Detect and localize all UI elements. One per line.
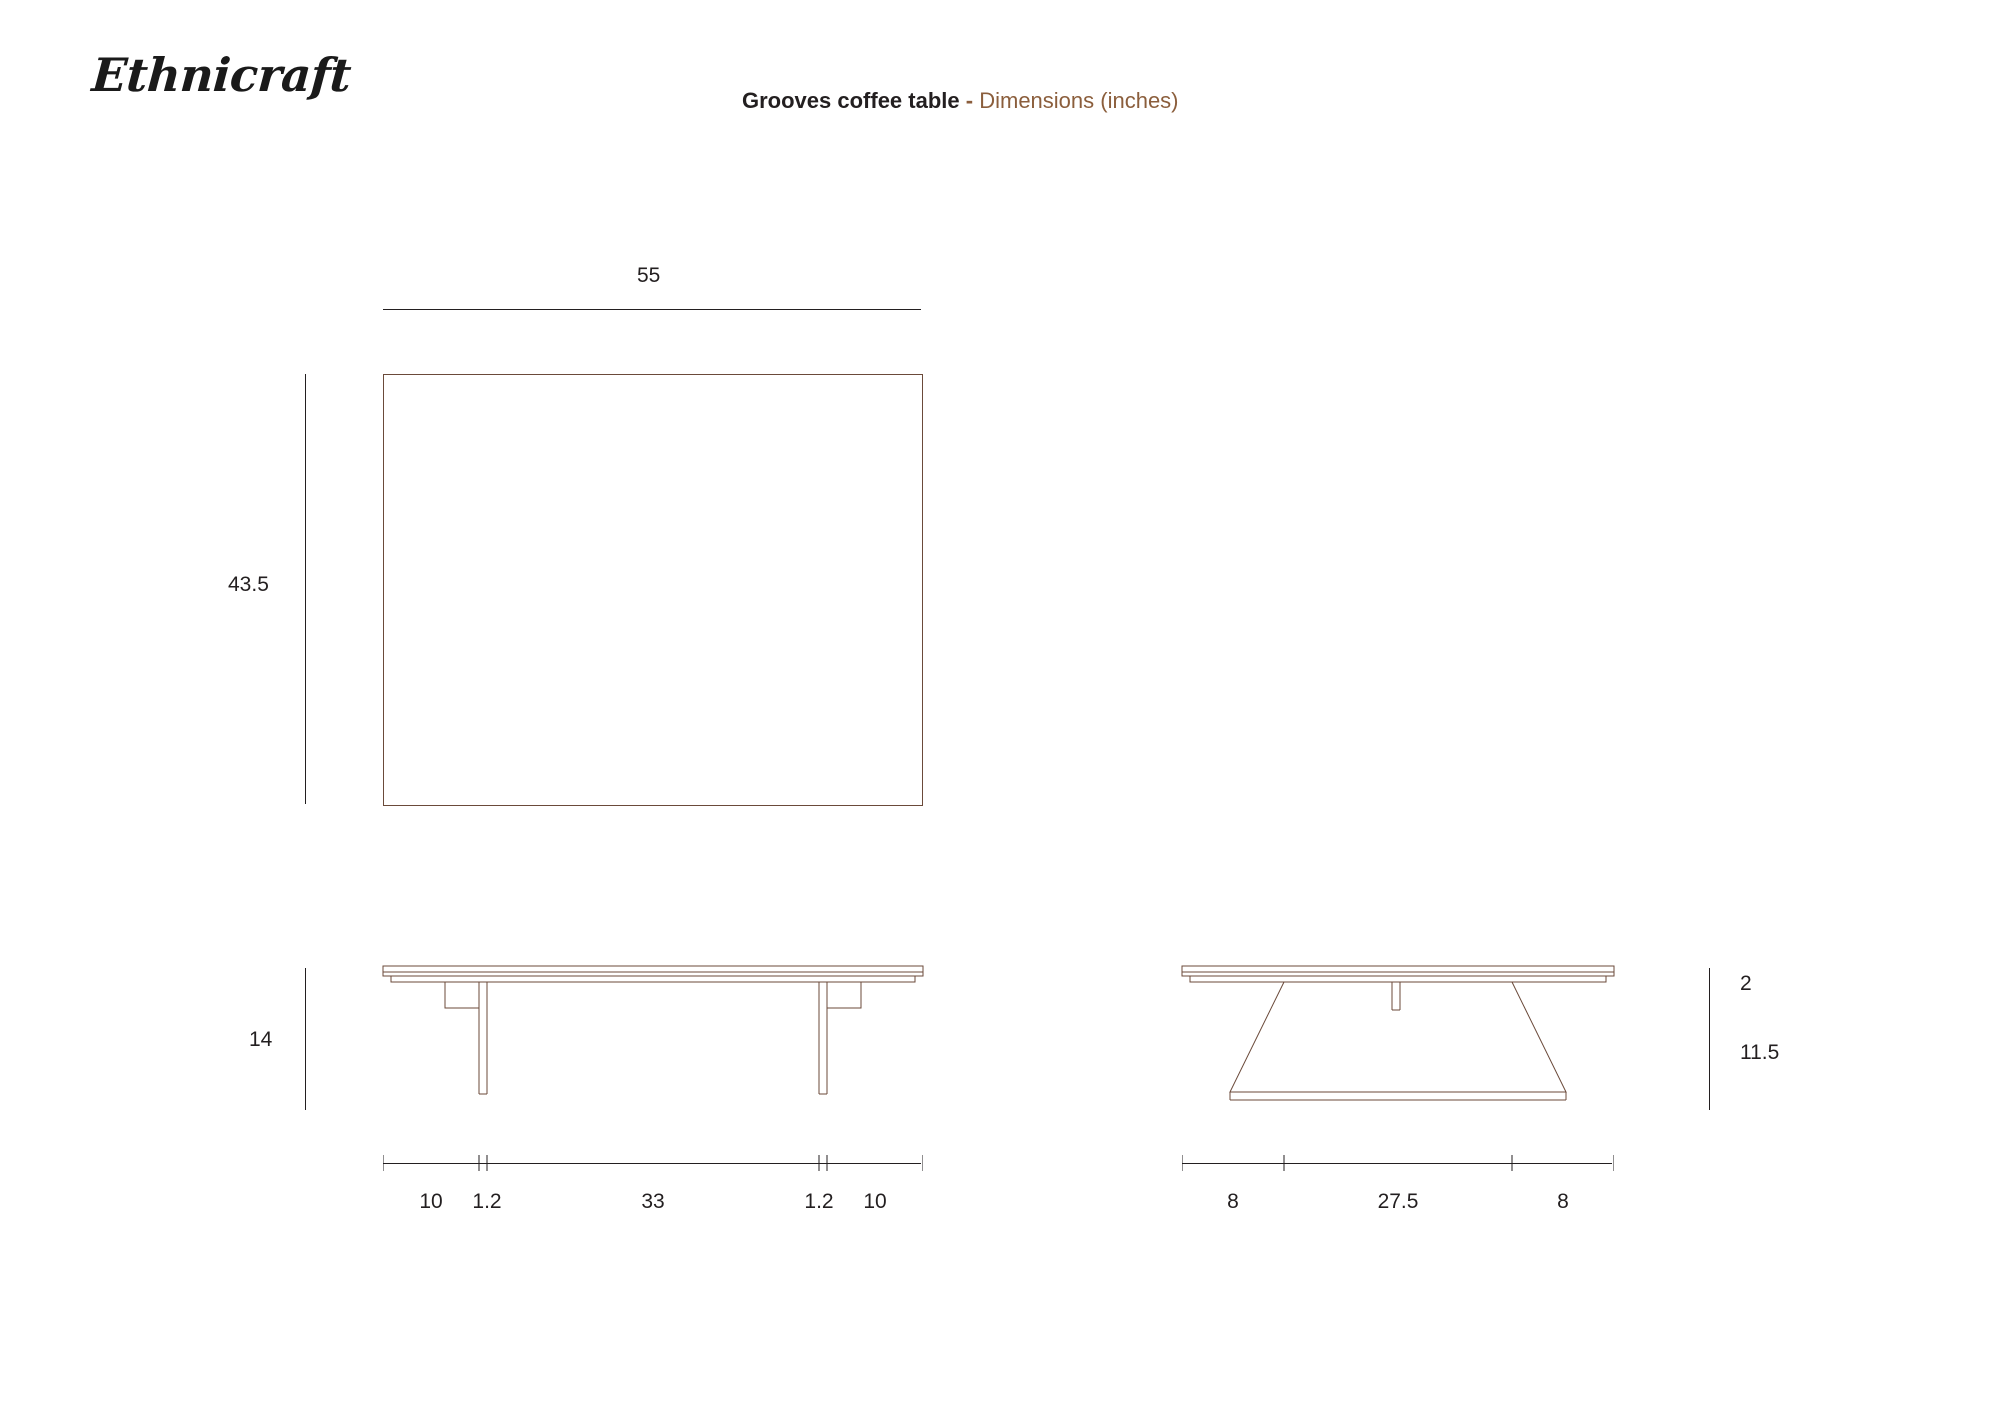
title-product: Grooves coffee table: [742, 88, 960, 113]
front-dim-label-3: 1.2: [804, 1190, 834, 1213]
top-depth-label: 43.5: [228, 573, 269, 596]
title-separator: -: [965, 88, 974, 113]
front-elevation-drawing: [383, 966, 923, 1116]
top-view-tabletop: [383, 374, 923, 806]
sheet-title: [742, 88, 1179, 114]
side-base-height-label: 11.5: [1740, 1041, 1780, 1064]
side-top-thickness-dimension-line: [1709, 968, 1710, 998]
side-dim-label-0: 8: [1227, 1190, 1239, 1213]
front-dim-label-4: 10: [863, 1190, 887, 1213]
front-dim-label-2: 33: [641, 1190, 665, 1213]
top-width-label: 55: [637, 264, 661, 287]
side-thickness-label: 2: [1740, 972, 1752, 995]
top-width-dimension-line: [383, 309, 921, 310]
front-dim-label-1: 1.2: [472, 1190, 502, 1213]
side-base-height-dimension-line: [1709, 998, 1710, 1110]
top-depth-dimension-line: [305, 374, 306, 804]
front-dimension-ticks: [383, 1155, 923, 1171]
brand-logo: Ethnicraft: [90, 48, 353, 102]
side-dim-label-1: 27.5: [1377, 1190, 1419, 1213]
front-height-dimension-line: [305, 968, 306, 1110]
front-height-label: 14: [249, 1028, 273, 1051]
side-dim-label-2: 8: [1557, 1190, 1569, 1213]
side-dimension-ticks: [1182, 1155, 1614, 1171]
title-subtitle: Dimensions (inches): [979, 88, 1179, 113]
front-dim-label-0: 10: [419, 1190, 443, 1213]
side-elevation-drawing: [1182, 966, 1614, 1116]
